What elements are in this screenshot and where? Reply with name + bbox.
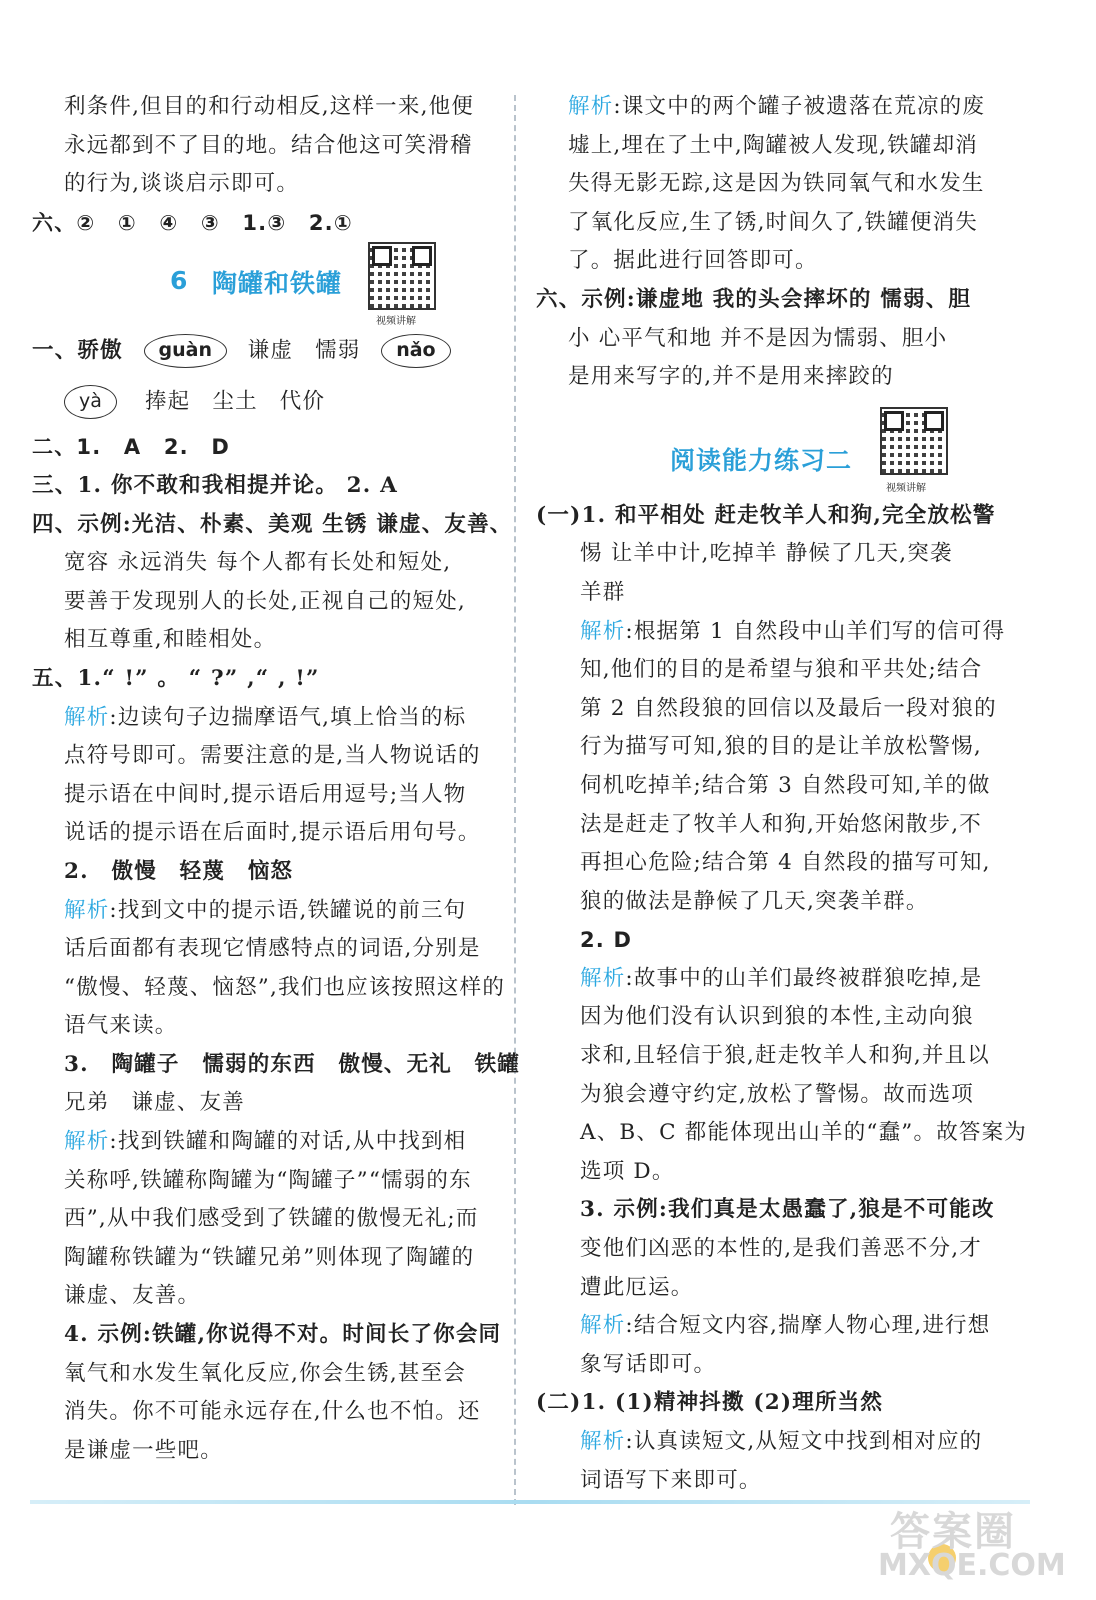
answer-line: 兄弟 谦虚、友善	[64, 1090, 245, 1116]
text-line: 点符号即可。需要注意的是,当人物说话的	[64, 743, 481, 769]
answer-line: 2. 傲慢 轻蔑 恼怒	[64, 858, 294, 884]
analysis-line	[32, 892, 500, 931]
analysis-text: :找到铁罐和陶罐的对话,从中找到相	[109, 1129, 467, 1155]
analysis-text: :故事中的山羊们最终被群狼吃掉,是	[625, 965, 983, 991]
analysis-text: :认真读短文,从短文中找到相对应的	[625, 1429, 983, 1454]
text-line: 行为描写可知,狼的目的是让羊放松警惕,	[580, 734, 982, 760]
answer-line: 2. D	[580, 928, 633, 953]
answer-line: (一)1. 和平相处 赶走牧羊人和狗,完全放松警	[536, 502, 996, 528]
section-heading	[536, 397, 996, 497]
lesson-heading	[32, 242, 500, 326]
section-title: 阅读能力练习二	[670, 445, 853, 475]
text-line: 陶罐称铁罐为“铁罐兄弟”则体现了陶罐的	[64, 1244, 475, 1270]
analysis-label: 解析	[568, 94, 614, 119]
left-column	[32, 88, 521, 1470]
watermark-logo: 答案圈	[890, 1509, 1016, 1555]
text-line: “傲慢、轻蔑、恼怒”,我们也应该按照这样的	[64, 974, 506, 1000]
text-line: 要善于发现别人的长处,正视自己的短处,	[64, 588, 466, 614]
analysis-text: :结合短文内容,揣摩人物心理,进行想	[625, 1313, 991, 1339]
analysis-text: :根据第 1 自然段中山羊们写的信可得	[625, 618, 1006, 644]
text-line: 求和,且轻信于狼,赶走牧羊人和狗,并且以	[580, 1043, 991, 1069]
analysis-line	[536, 1423, 996, 1462]
text-line: 了。据此进行回答即可。	[568, 248, 818, 274]
text-line: 惕 让羊中计,吃掉羊 静候了几天,突袭	[580, 541, 953, 567]
analysis-label: 解析	[64, 1129, 110, 1155]
answer-line	[32, 326, 500, 376]
text-line: 为狼会遵守约定,放松了警惕。故而选项	[580, 1081, 974, 1107]
analysis-text: :边读句子边揣摩语气,填上恰当的标	[109, 704, 467, 730]
text-line: 了氧化反应,生了锈,时间久了,铁罐便消失	[568, 209, 979, 235]
q1-text-a: 一、骄傲	[32, 338, 123, 364]
analysis-text: :课文中的两个罐子被遗落在荒凉的废	[613, 94, 986, 119]
text-line: 的行为,谈谈启示即可。	[64, 171, 300, 197]
qr-code-icon[interactable]	[880, 407, 948, 475]
analysis-line	[32, 1123, 500, 1162]
analysis-label: 解析	[64, 897, 110, 923]
answer-line: 五、1.“ !” 。 “ ?” ,“ , !”	[32, 665, 320, 691]
qr-code-icon[interactable]	[368, 242, 436, 310]
text-line: 墟上,埋在了土中,陶罐被人发现,铁罐却消	[568, 132, 979, 158]
text-line: 失得无影无踪,这是因为铁同氧气和水发生	[568, 171, 985, 197]
watermark-url: MXQE.COM	[878, 1548, 1066, 1583]
text-line: 狼的做法是静候了几天,突袭羊群。	[580, 888, 929, 914]
text-line: 语气来读。	[64, 1013, 178, 1039]
analysis-label: 解析	[64, 704, 110, 730]
answer-line: 3. 陶罐子 懦弱的东西 傲慢、无礼 铁罐	[64, 1051, 521, 1077]
text-line: 永远都到不了目的地。结合他这可笑滑稽	[64, 132, 473, 158]
text-line: 说话的提示语在后面时,提示语后用句号。	[64, 820, 481, 846]
text-line: 因为他们没有认识到狼的本性,主动向狼	[580, 1004, 974, 1030]
q1-text-c: 捧起 尘土 代价	[144, 389, 326, 415]
footer-bar	[30, 1500, 1030, 1504]
answer-line: 四、示例:光洁、朴素、美观 生锈 谦虚、友善、	[32, 511, 513, 537]
analysis-label: 解析	[580, 965, 626, 991]
text-line: 消失。你不可能永远存在,什么也不怕。还	[64, 1399, 481, 1425]
answer-line: 三、1. 你不敢和我相提并论。 2. A	[32, 472, 399, 498]
text-line: 词语写下来即可。	[580, 1467, 762, 1493]
pinyin-bubble: nǎo	[381, 334, 450, 368]
text-line: 伺机吃掉羊;结合第 3 自然段可知,羊的做	[580, 772, 991, 798]
answer-line: 六、② ① ④ ③ 1.③ 2.①	[32, 210, 353, 235]
text-line: 谦虚、友善。	[64, 1283, 201, 1309]
answer-line: 3. 示例:我们真是太愚蠢了,狼是不可能改	[580, 1197, 995, 1223]
answer-line	[32, 376, 500, 428]
analysis-label: 解析	[580, 1429, 626, 1454]
analysis-text: :找到文中的提示语,铁罐说的前三句	[109, 897, 467, 923]
text-line: 选项 D。	[580, 1158, 675, 1184]
answer-line: 二、1. A 2. D	[32, 435, 230, 460]
text-line: 法是赶走了牧羊人和狗,开始悠闲散步,不	[580, 811, 982, 837]
text-line: 西”,从中我们感受到了铁罐的傲慢无礼;而	[64, 1206, 479, 1232]
text-line: 是谦虚一些吧。	[64, 1437, 223, 1463]
lesson-number: 6	[170, 266, 189, 296]
analysis-line	[536, 1307, 996, 1346]
qr-caption: 视频讲解	[886, 482, 926, 494]
qr-caption: 视频讲解	[376, 316, 416, 328]
answer-line: 六、示例:谦虚地 我的头会摔坏的 懦弱、胆	[536, 286, 972, 312]
analysis-line	[32, 699, 500, 738]
analysis-line	[536, 613, 1006, 652]
pinyin-bubble: guàn	[144, 334, 227, 368]
text-line: A、B、C 都能体现出山羊的“蠢”。故答案为	[580, 1120, 1027, 1146]
text-line: 相互尊重,和睦相处。	[64, 627, 277, 653]
text-line: 再担心危险;结合第 4 自然段的描写可知,	[580, 850, 991, 876]
answer-line: 4. 示例:铁罐,你说得不对。时间长了你会同	[64, 1322, 502, 1348]
lesson-title: 陶罐和铁罐	[212, 269, 343, 299]
text-line: 话后面都有表现它情感特点的词语,分别是	[64, 936, 481, 962]
text-line: 羊群	[580, 579, 626, 605]
text-line: 第 2 自然段狼的回信以及最后一段对狼的	[580, 695, 997, 721]
analysis-line	[536, 960, 996, 999]
text-line: 小 心平气和地 并不是因为懦弱、胆小	[568, 325, 948, 351]
column-divider	[514, 95, 516, 1505]
right-column	[536, 88, 1027, 1500]
text-line: 宽容 永远消失 每个人都有长处和短处,	[64, 550, 452, 576]
text-line: 提示语在中间时,提示语后用逗号;当人物	[64, 781, 467, 807]
text-line: 知,他们的目的是希望与狼和平共处;结合	[580, 657, 983, 683]
text-line: 遭此厄运。	[580, 1274, 694, 1300]
text-line: 象写话即可。	[580, 1351, 717, 1377]
text-line: 氧气和水发生氧化反应,你会生锈,甚至会	[64, 1360, 466, 1386]
analysis-line	[536, 88, 996, 127]
text-line: 是用来写字的,并不是用来摔跤的	[568, 364, 894, 390]
text-line: 关称呼,铁罐称陶罐为“陶罐子”“懦弱的东	[64, 1167, 472, 1193]
q1-text-b: 谦虚 懦弱	[247, 338, 361, 364]
pinyin-bubble: yà	[64, 385, 117, 419]
text-line: 变他们凶恶的本性的,是我们善恶不分,才	[580, 1236, 982, 1262]
answer-line: (二)1. (1)精神抖擞 (2)理所当然	[536, 1390, 884, 1416]
text-line: 利条件,但目的和行动相反,这样一来,他便	[64, 94, 475, 119]
analysis-label: 解析	[580, 1313, 626, 1339]
analysis-label: 解析	[580, 618, 626, 644]
